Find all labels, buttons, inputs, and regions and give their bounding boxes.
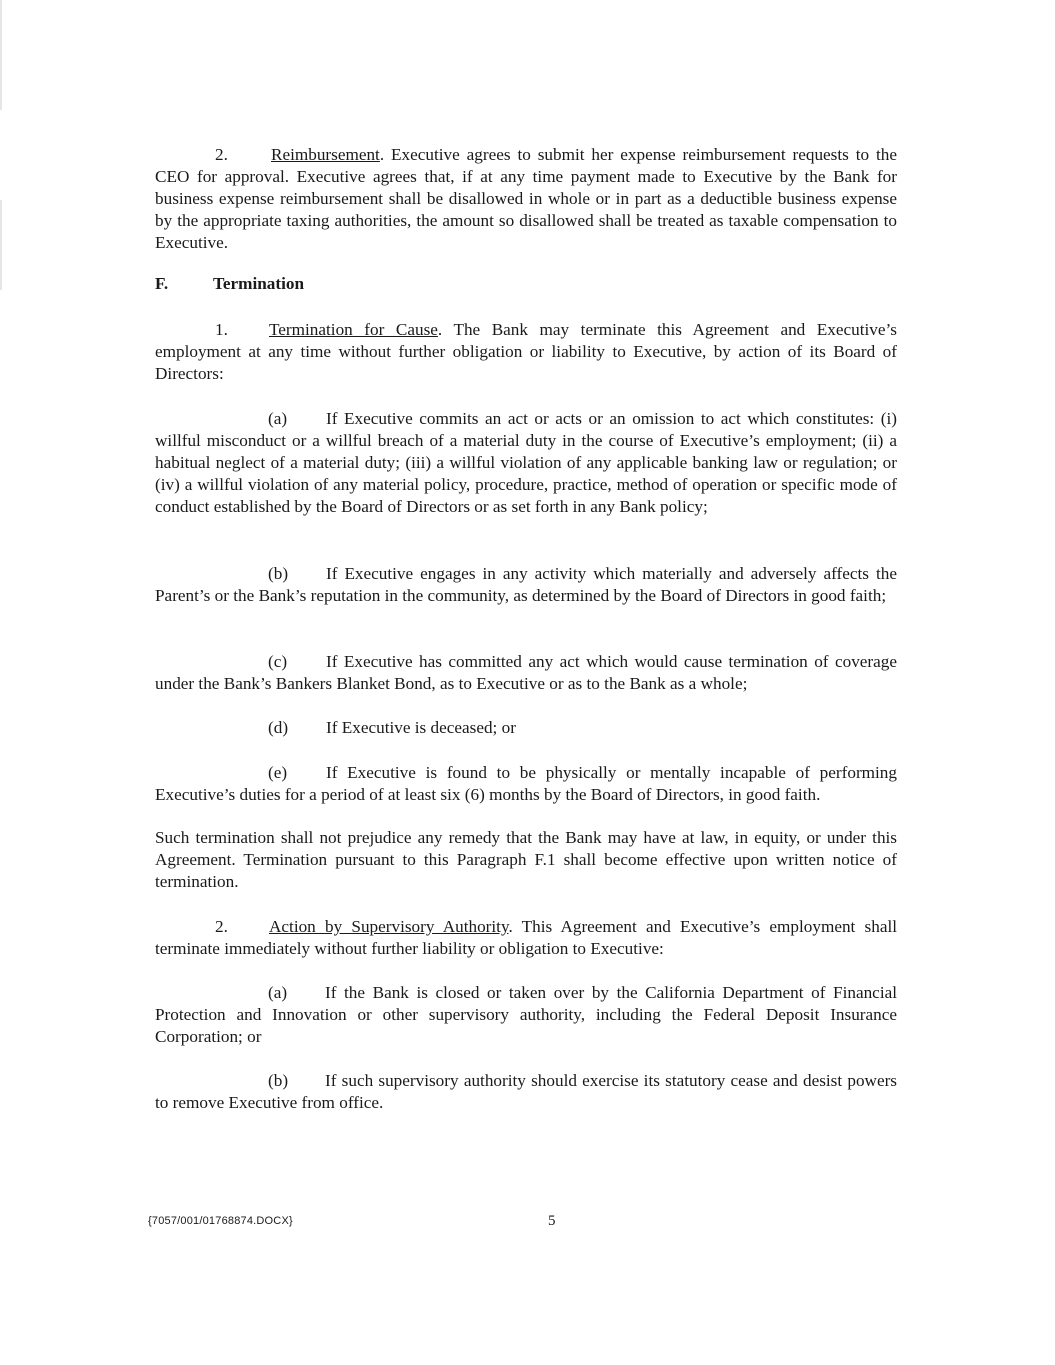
scan-edge-mark <box>0 200 2 290</box>
list-item-f1-b <box>155 563 897 607</box>
section-letter: F. <box>155 274 169 293</box>
paragraph-f1 <box>155 319 897 385</box>
item-label: (b) <box>268 1071 289 1090</box>
paragraph-text: . The Bank may terminate this Agreement and Executive’s employment at any time without further obligation or liability to Executive, by action of its Board of Directors: <box>155 320 897 383</box>
item-text: If Executive engages in any activity which materially and adversely affects the Parent’s or the Bank’s reputation in the community, as determined by the Board of Directors in good faith; <box>155 564 897 605</box>
closing-text: Such termination shall not prejudice any remedy that the Bank may have at law, in equity, or under this Agreement. Termination pursuant to this Paragraph F.1 shall become effective upon written notice of termination. <box>155 828 897 891</box>
item-text: If such supervisory authority should exercise its statutory cease and desist powers to remove Executive from office. <box>155 1071 897 1112</box>
list-item-f1-a <box>155 408 897 518</box>
item-label: (a) <box>268 983 288 1002</box>
section-heading-f <box>155 274 897 294</box>
paragraph-text: . This Agreement and Executive’s employment shall terminate immediately without further liability or obligation to Executive: <box>155 917 898 958</box>
list-item-f2-a <box>155 982 897 1048</box>
paragraph-number: 2. <box>215 917 228 936</box>
item-text: If Executive is found to be physically or mentally incapable of performing Executive’s duties for a period of at least six (6) months by the Board of Directors, in good faith. <box>155 763 897 804</box>
paragraph-f2 <box>155 916 897 960</box>
section-title: Termination <box>213 274 305 293</box>
paragraph-title: Reimbursement <box>271 145 380 164</box>
paragraph-e2 <box>155 144 897 254</box>
scan-edge-mark <box>0 0 2 110</box>
item-text: If Executive is deceased; or <box>326 718 516 737</box>
page-number: 5 <box>548 1213 556 1229</box>
item-label: (d) <box>268 718 289 737</box>
paragraph-number: 2. <box>215 145 228 164</box>
paragraph-title: Action by Supervisory Authority <box>269 917 509 936</box>
item-text: If Executive commits an act or acts or an omission to act which constitutes: (i) willful misconduct or a willful breach of a material duty in the course of Executive’s employment; (ii) a habitual neglect of a material duty; (iii) a willful violation of any applicable banking law or regulation; or (iv) a willful violation of any material policy, procedure, practice, method of operation or specific mode of conduct established by the Board of Directors or as set forth in any Bank policy; <box>155 409 897 516</box>
paragraph-text: . Executive agrees to submit her expense reimbursement requests to the CEO for approval. Executive agrees that, if at any time payment made to Executive by the Bank for business expense reimbursement shall be disallowed in whole or in part as a deductible business expense by the appropriate taxing authorities, the amount so disallowed shall be treated as taxable compensation to Executive. <box>155 145 897 252</box>
list-item-f1-d <box>155 717 897 739</box>
paragraph-f1-closing <box>155 827 897 893</box>
document-id: {7057/001/01768874.DOCX} <box>148 1215 293 1227</box>
paragraph-number: 1. <box>215 320 228 339</box>
paragraph-title: Termination for Cause <box>269 320 438 339</box>
item-label: (e) <box>268 763 288 782</box>
item-label: (b) <box>268 564 289 583</box>
item-label: (c) <box>268 652 288 671</box>
item-text: If Executive has committed any act which would cause termination of coverage under the Bank’s Bankers Blanket Bond, as to Executive or as to the Bank as a whole; <box>155 652 897 693</box>
item-label: (a) <box>268 409 288 428</box>
list-item-f2-b <box>155 1070 897 1114</box>
list-item-f1-e <box>155 762 897 806</box>
list-item-f1-c <box>155 651 897 695</box>
item-text: If the Bank is closed or taken over by the California Department of Financial Protection and Innovation or other supervisory authority, including the Federal Deposit Insurance Corporation; or <box>155 983 897 1046</box>
